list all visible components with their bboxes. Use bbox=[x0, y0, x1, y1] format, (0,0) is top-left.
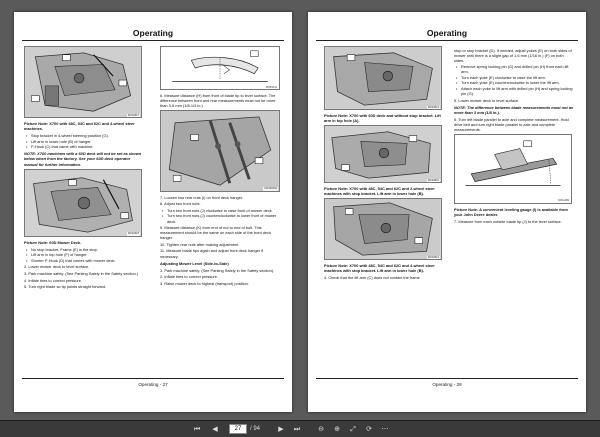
page-left bbox=[14, 12, 292, 412]
figure-illustration bbox=[161, 111, 279, 191]
list-item: • No stop bracket. Frame (E) is the stop. bbox=[24, 247, 144, 252]
note: NOTE: The difference between blade measurements must not be more than 3 mm (1/8 in.). bbox=[454, 104, 574, 115]
title-rule bbox=[316, 40, 578, 41]
step: 2. Inflate tires to correct pressure. bbox=[160, 274, 218, 280]
paragraph: stop or stop bracket (D). If needed, adjust yokes (E) on both sides of mower until there is a slight gap of 1.6 mm (1/16 in.) (F) on both sides. bbox=[454, 47, 572, 63]
list-item: • Turn two front nuts (J) clockwise to raise front of mower deck. bbox=[160, 208, 280, 213]
section-heading: Adjusting Mower Level (Side-to-Side) bbox=[160, 260, 229, 266]
next-page-icon[interactable]: ▶ bbox=[278, 426, 284, 433]
list-item: • Turn two front nuts (J) counterclockwise to lower front of mower deck. bbox=[160, 213, 280, 223]
previous-page-icon[interactable]: ◀ bbox=[212, 426, 218, 433]
list-item: • Lift arm in lower hole (B) of hanger. bbox=[24, 139, 144, 144]
step: 4. Check that the lift arm (C) does not contact the frame bbox=[324, 275, 420, 281]
list-item: • Attach each yoke to lift arm with drilled pin (H) and spring locking pin (G). bbox=[454, 86, 574, 96]
figure-leveling-gauge bbox=[454, 134, 572, 204]
figure-code: MX42813 bbox=[427, 105, 439, 109]
step: 1. Park machine safely. (See Parking Safely in the Safety section). bbox=[160, 267, 275, 273]
figure-code: MX42815 bbox=[427, 178, 439, 182]
figure-code: MX8107a bbox=[265, 85, 277, 89]
step: 3. Raise mower deck to highest (transport) position. bbox=[160, 280, 249, 286]
figure-illustration bbox=[325, 126, 441, 182]
title-rule bbox=[22, 40, 284, 41]
step: 4. Inflate tires to correct pressure. bbox=[24, 277, 82, 283]
step: 7. Measure from each outside blade tip (J) to the level surface. bbox=[454, 218, 562, 224]
step: 6. Measure distance (H) from front of blade tip to level surface. The difference between front and rear measurements must not be more than 3-6 mm (1/8-1/4 in.). bbox=[160, 93, 276, 109]
figure-deck-hanger-4ws bbox=[24, 46, 142, 118]
last-page-icon[interactable]: ⏭ bbox=[293, 426, 301, 433]
step: 9. Measure distance (K) from end of nut to end of bolt. This measurement should be the same on each side of the front deck hanger. bbox=[160, 225, 271, 241]
figure-illustration bbox=[25, 47, 141, 117]
step: 5. Turn right blade so tip points straight forward. bbox=[24, 284, 107, 290]
list-item: • P-Hook (C) that came with machine. bbox=[24, 144, 144, 149]
step: 11. Measure blade tips again and adjust front deck hanger if necessary. bbox=[160, 248, 264, 259]
figure-caption: Picture Note: X700 with 60D deck and without stop bracket. Lift arm in top hole (A). bbox=[324, 113, 441, 124]
left-column-1 bbox=[24, 46, 144, 291]
figure-caption: Picture Note: X700 with 48C, 54C and 62C and 4-wheel steer machines with stop bracket. Lift arm in lower hole (B). bbox=[324, 263, 435, 274]
list-item: • Stop bracket in 4-wheel steering position (G). bbox=[24, 133, 144, 138]
page-number-input[interactable]: 27 bbox=[229, 424, 247, 434]
figure-caption: Picture Note: X700 with 48C, 54C and 62C and 4-wheel steer machines. bbox=[24, 121, 135, 132]
zoom-out-icon[interactable]: ⊖ bbox=[318, 426, 324, 433]
right-column-1 bbox=[324, 46, 444, 282]
figure-code: MX42819a bbox=[264, 187, 277, 191]
left-column-2 bbox=[160, 46, 280, 287]
footer-rule bbox=[22, 378, 284, 379]
rotate-icon[interactable]: ⟳ bbox=[366, 426, 372, 433]
step: 5. Lower mower deck to level surface. bbox=[454, 97, 520, 103]
note: NOTE: X700 machines with a 60D deck will not be set as shown below when from the factory. See your 60D deck operator manual for further information. bbox=[24, 151, 142, 167]
figure-4ws-stop bbox=[324, 198, 442, 260]
more-options-icon[interactable]: ⋯ bbox=[381, 426, 389, 433]
figure-caption: Picture Note: A convenient leveling gauge (I) is available from your John Deere dealer. bbox=[454, 206, 568, 217]
step: 8. Adjust two front nuts: bbox=[160, 201, 201, 207]
figure-front-hanger bbox=[160, 110, 280, 192]
page-footer: Operating - 28 bbox=[432, 382, 462, 387]
viewer-toolbar bbox=[0, 420, 600, 437]
figure-code: MX42814 bbox=[427, 255, 439, 259]
figure-code: MX11189 bbox=[558, 199, 569, 203]
figure-illustration bbox=[25, 170, 141, 236]
page-title: Operating bbox=[132, 28, 174, 38]
figure-2ws-stop bbox=[324, 125, 442, 183]
figure-illustration bbox=[325, 47, 441, 109]
step: 10. Tighten rear nuts after making adjustment. bbox=[160, 241, 240, 247]
page-total: / 94 bbox=[250, 426, 261, 432]
list-item: • Turn each yoke (E) clockwise to raise the lift arm. bbox=[454, 75, 574, 80]
step: 6. Turn left blade parallel to axle and complete measurement. Hold drive belt and turn right blade parallel to axle and complete measurements. bbox=[454, 116, 569, 133]
figure-code: MX42817 bbox=[127, 113, 139, 117]
footer-rule bbox=[316, 378, 578, 379]
zoom-in-icon[interactable]: ⊕ bbox=[334, 426, 340, 433]
figure-illustration bbox=[325, 199, 441, 259]
list-item: • Shorter P-Hook (D) that comes with mower deck. bbox=[24, 258, 144, 263]
step: 2. Lower mower deck to level surface. bbox=[24, 264, 90, 270]
fit-page-icon[interactable]: ⤢ bbox=[350, 426, 356, 433]
step: 7. Loosen two rear nuts (I) on front deck hanger. bbox=[160, 194, 244, 200]
step: 3. Park machine safely. (See Parking Safely in the Safety section.) bbox=[24, 271, 139, 277]
figure-caption: Picture Note: X700 with 48C, 54C and 62C and 2-wheel steer machines with stop bracket. Lift arm in lower hole (B). bbox=[324, 186, 435, 197]
figure-60d-deck bbox=[24, 169, 142, 237]
figure-illustration bbox=[455, 135, 571, 203]
figure-blade-measure bbox=[160, 46, 280, 90]
list-item: • Remove spring locking pin (G) and drilled pin (H) from each lift arm. bbox=[454, 64, 574, 74]
figure-60d-no-stop bbox=[324, 46, 442, 110]
page-footer: Operating - 27 bbox=[138, 382, 168, 387]
list-item: • Turn each yoke (E) counterclockwise to lower the lift arm. bbox=[454, 80, 574, 85]
right-column-2 bbox=[454, 46, 574, 225]
figure-code: MX42818 bbox=[127, 232, 139, 236]
page-right bbox=[308, 12, 586, 412]
figure-illustration bbox=[161, 47, 279, 89]
page-title: Operating bbox=[426, 28, 468, 38]
first-page-icon[interactable]: ⏮ bbox=[193, 426, 201, 433]
figure-caption: Picture Note: 60D Mower Deck. bbox=[24, 239, 82, 245]
list-item: • Lift arm in top hole (F) of hanger. bbox=[24, 252, 144, 257]
